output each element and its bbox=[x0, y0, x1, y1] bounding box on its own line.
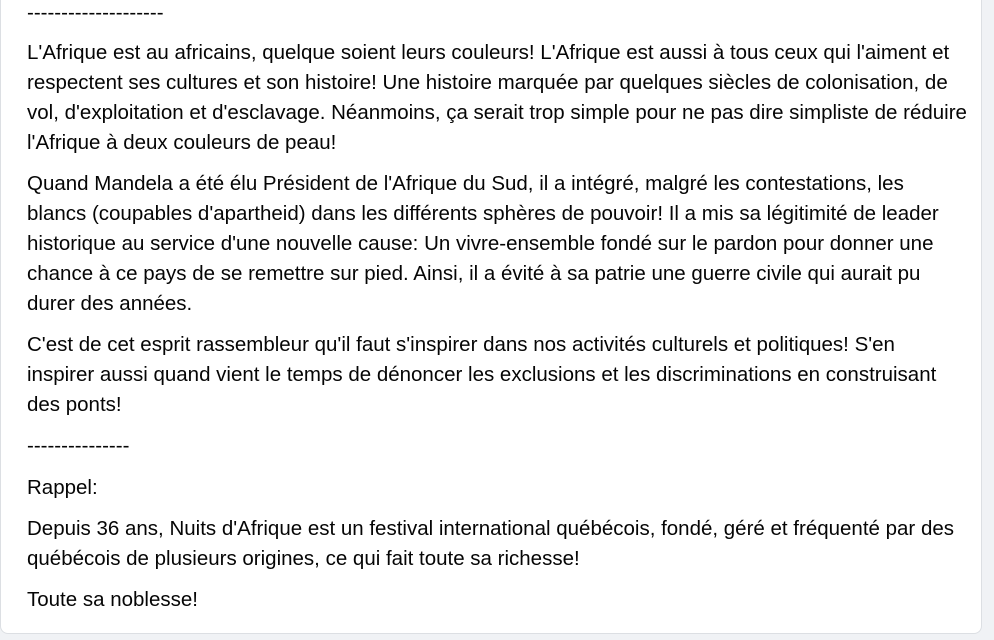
rappel-label: Rappel: bbox=[27, 476, 98, 499]
post-paragraph-1: L'Afrique est au africains, quelque soient leurs couleurs! L'Afrique est aussi à tous ceux qui l'aiment et respectent ses cultures et son histoire! Une histoire marquée par quelques siècles de colonisation, de vol, d'exploitation et d'esclavage. Néanmoins, ça serait trop simple pour ne pas dire simpliste de réduire l'Afrique à deux couleurs de peau! bbox=[27, 41, 967, 154]
post-paragraph-3: C'est de cet esprit rassembleur qu'il faut s'inspirer dans nos activités culturels et politiques! S'en inspirer aussi quand vient le temps de dénoncer les exclusions et les discriminations en construisant des ponts! bbox=[27, 333, 937, 416]
separator-mid: --------------- bbox=[27, 434, 130, 457]
separator-top: -------------------- bbox=[27, 1, 164, 24]
post-paragraph-4: Depuis 36 ans, Nuits d'Afrique est un festival international québécois, fondé, géré et fréquenté par des québécois de plusieurs origines, ce qui fait toute sa richesse! bbox=[27, 517, 954, 570]
closing-line: Toute sa noblesse! bbox=[27, 588, 198, 611]
post-paragraph-2: Quand Mandela a été élu Président de l'Afrique du Sud, il a intégré, malgré les contestations, les blancs (coupables d'apartheid) dans les différents sphères de pouvoir! Il a mis sa légitimité de leader historique au service d'une nouvelle cause: Un vivre-ensemble fondé sur le pardon pour donner une chance à ce pays de se remettre sur pied. Ainsi, il a évité à sa patrie une guerre civile qui aurait pu durer des années. bbox=[27, 172, 939, 315]
